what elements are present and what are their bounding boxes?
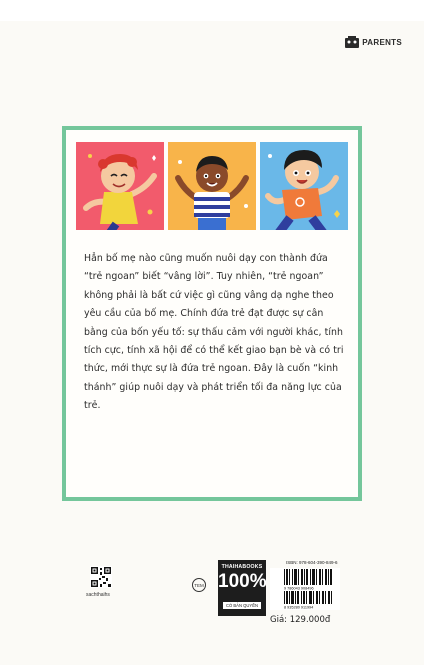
barcode-number: 9 786043 908496 bbox=[284, 586, 314, 591]
book-description: Hẳn bố mẹ nào cũng muốn nuôi dạy con thành đứa “trẻ ngoan” biết “vâng lời”. Tuy nhiên, “trẻ ngoan” không phải là bất cứ việc gì cũng vâng dạ nghe theo yêu cầu của bố mẹ. Chính đứa trẻ đạt được sự cân bằng của bốn yếu tố: sự thấu cảm với người khác, tính tích cực, tính xã hội để có thể kết giao bạn bè và có tri thức, mới thực sự là đứa trẻ ngoan. Đây là cuốn “kinh thánh” giúp nuôi dạy và phát triển tối đa năng lực của trẻ. bbox=[84, 253, 344, 412]
barcode-icon bbox=[270, 568, 340, 610]
isbn-block bbox=[270, 560, 340, 610]
brand-logo-icon bbox=[345, 36, 359, 48]
seal-brand: THAIHABOOKS bbox=[221, 564, 263, 570]
illustration-child-striped-shirt bbox=[168, 142, 256, 230]
child-striped-shirt-icon bbox=[168, 142, 256, 230]
qr-code-icon[interactable] bbox=[90, 566, 112, 588]
authenticity-stamp-icon: TEM bbox=[192, 578, 206, 592]
top-bar bbox=[0, 0, 424, 21]
barcode-number-2: 8 935280 911994 bbox=[284, 605, 314, 610]
qr-caption: sachthaihs bbox=[86, 592, 110, 598]
description-frame bbox=[62, 126, 362, 501]
isbn-label: ISBN: 978-604-390-849-6 bbox=[286, 560, 338, 565]
illustration-child-orange-shirt bbox=[260, 142, 348, 230]
seal-percent: 100% bbox=[218, 571, 267, 592]
illustration-child-yellow-shirt bbox=[76, 142, 164, 230]
child-orange-shirt-icon bbox=[260, 142, 348, 230]
price-label: Giá: 129.000đ bbox=[270, 615, 331, 625]
seal-subtitle: CÓ BẢN QUYỀN bbox=[223, 602, 261, 609]
brand-label: PARENTS bbox=[362, 37, 402, 47]
child-yellow-shirt-icon bbox=[76, 142, 164, 230]
publisher-brand bbox=[345, 36, 402, 48]
copyright-seal bbox=[218, 560, 266, 616]
